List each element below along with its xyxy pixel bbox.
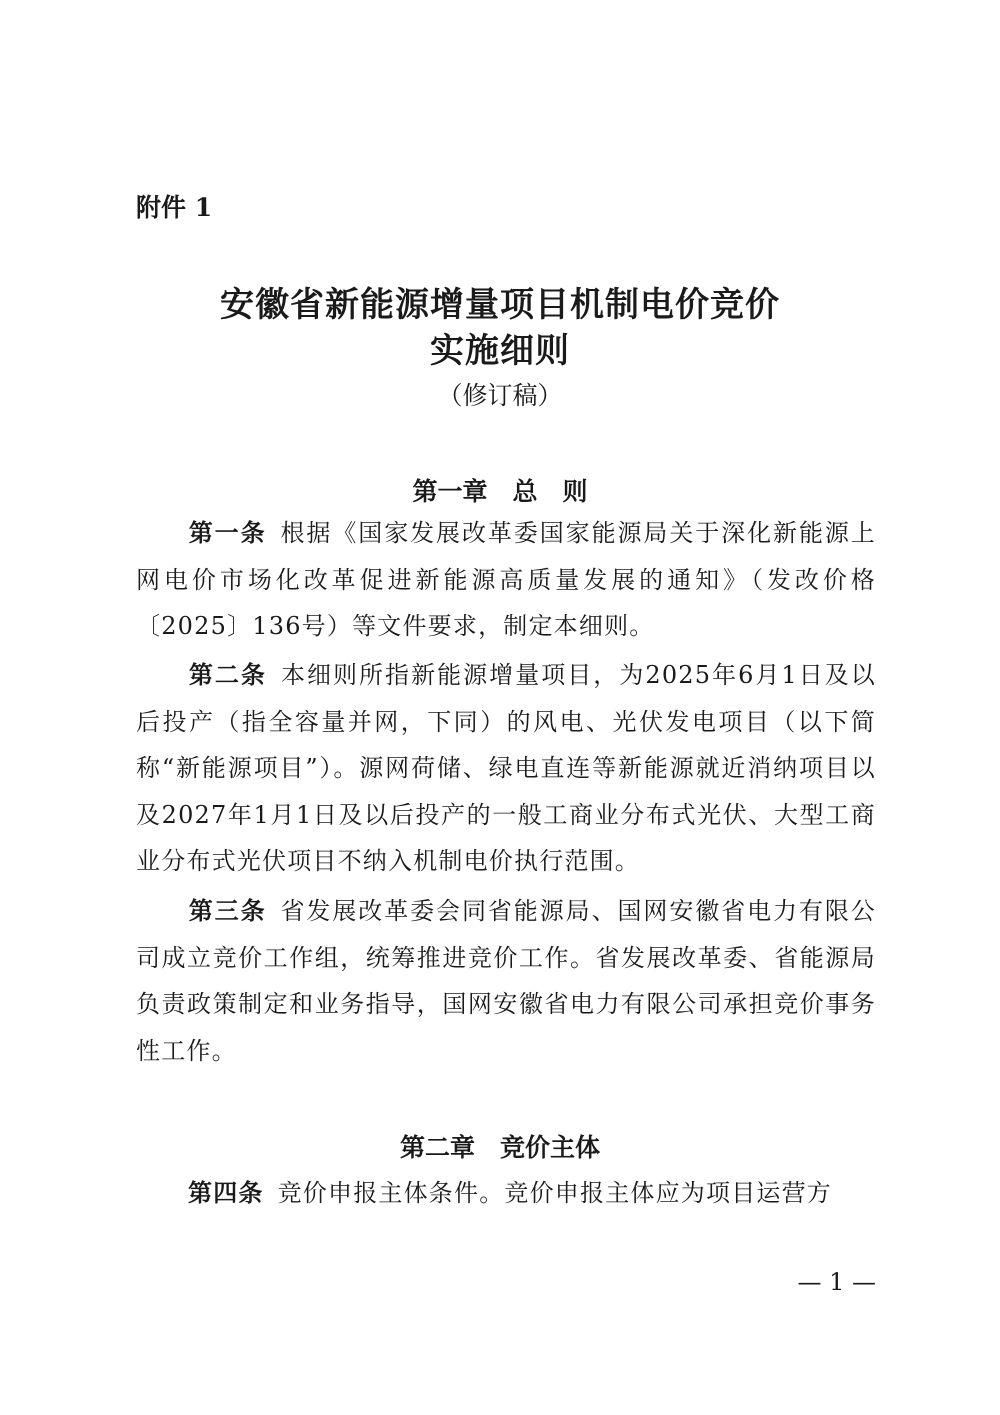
article-3-body: 省发展改革委会同省能源局、国网安徽省电力有限公司成立竞价工作组，统筹推进竞价工作。省发展改革委、省能源局负责政策制定和业务指导，国网安徽省电力有限公司承担竞价事务性工作。	[136, 897, 876, 1065]
article-1-body: 根据《国家发展改革委国家能源局关于深化新能源上网电价市场化改革促进新能源高质量发展的通知》（发改价格〔2025〕136号）等文件要求，制定本细则。	[136, 519, 876, 640]
chapter-1-title: 第一章 总 则	[412, 477, 588, 506]
article-4-body: 竞价申报主体条件。竞价申报主体应为项目运营方	[277, 1179, 833, 1207]
article-2	[136, 652, 876, 885]
chapter-2-title: 第二章 竞价主体	[399, 1133, 600, 1162]
document-title-line1: 安徽省新能源增量项目机制电价竞价	[220, 285, 780, 325]
document-subtitle: （修订稿）	[437, 381, 563, 410]
article-3-heading: 第三条	[188, 896, 267, 925]
article-1	[136, 510, 876, 650]
attachment-label: 附件 1	[136, 193, 213, 222]
page-number: — 1 —	[797, 1268, 876, 1296]
article-2-body: 本细则所指新能源增量项目，为2025年6月1日及以后投产（指全容量并网，下同）的风电、光伏发电项目（以下简称“新能源项目”）。源网荷储、绿电直连等新能源就近消纳项目以及2027年1月1日及以后投产的一般工商业分布式光伏、大型工商业分布式光伏项目不纳入机制电价执行范围。	[136, 661, 876, 875]
article-2-heading: 第二条	[188, 660, 267, 689]
article-1-heading: 第一条	[188, 518, 267, 547]
article-4	[136, 1170, 876, 1217]
article-3	[136, 888, 876, 1074]
article-4-heading: 第四条	[188, 1178, 264, 1207]
document-title-line2: 实施细则	[430, 331, 570, 371]
